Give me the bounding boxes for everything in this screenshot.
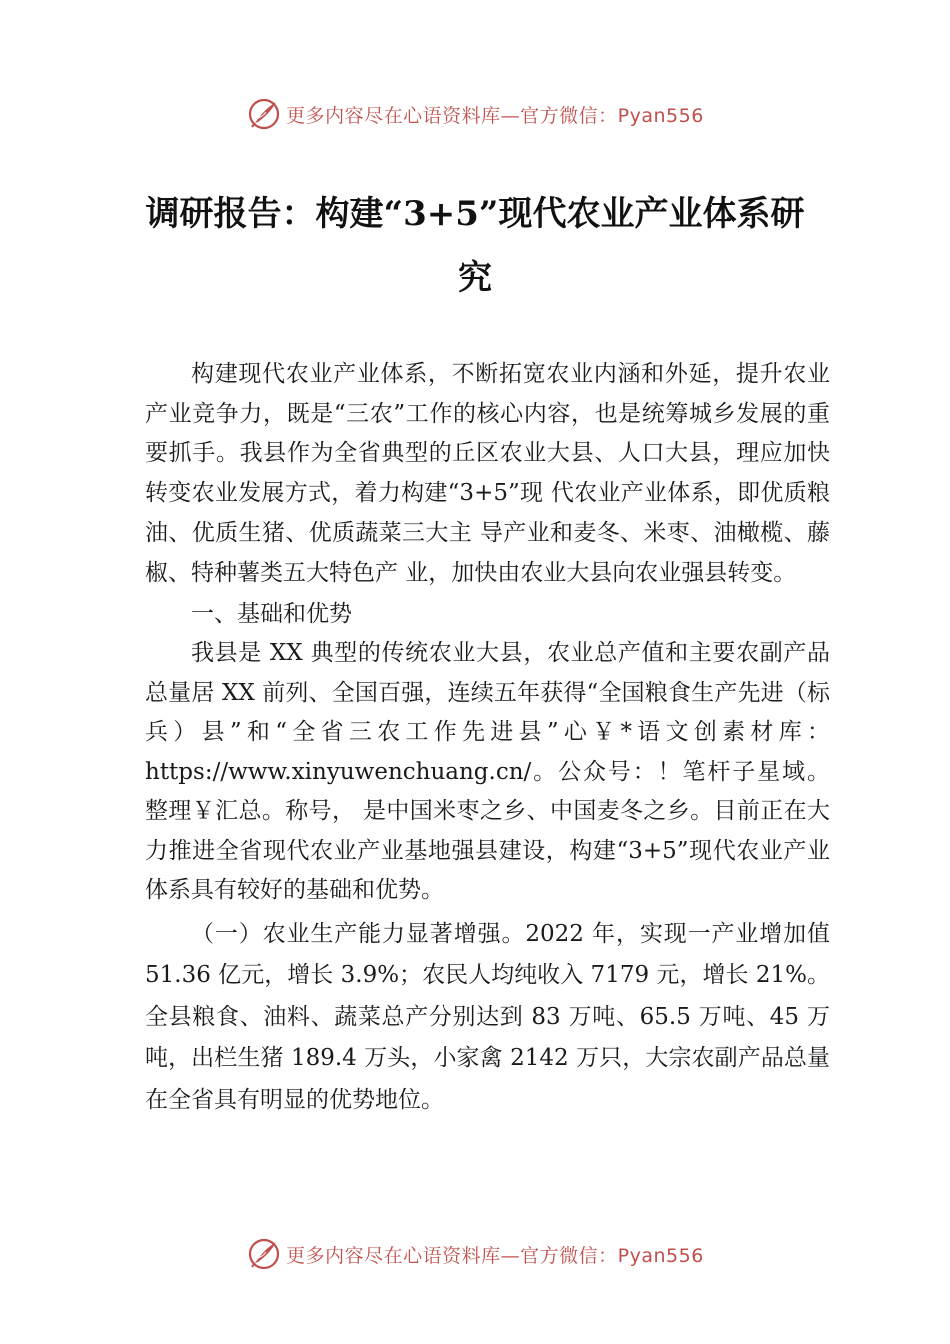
paragraph-capacity: （一）农业生产能力显著增强。2022 年，实现一产业增加值 51.36 亿元，增长 3.9%；农民人均纯收入 7179 元，增长 21%。全县粮食、油料、蔬菜总产分别达到 83 万吨、65.5 万吨、45 万吨，出栏生猪 189.4 万头，小家禽 2142 万只，大宗农副产品总量在全省具有明显的优势地位。 — [145, 920, 830, 1113]
document-body — [145, 355, 830, 1121]
banner-text: 更多内容尽在心语资料库—官方微信：Pyan556 — [286, 104, 704, 127]
wechat-id: Pyan556 — [617, 1244, 704, 1267]
paragraph-basis: 我县是 XX 典型的传统农业大县，农业总产值和主要农副产品总量居 XX 前列、全国百强，连续五年获得“全国粮食生产先进（标兵）县”和“全省三农工作先进县”心￥*语文创素材库：https://www.xinyuwenchuang.cn/。公众号：！笔杆子星域。整理￥汇总。称号， 是中国米枣之乡、中国麦冬之乡。目前正在大力推进全省现代农业产业基地强县建设，构建“3+5”现代农业产业体系具有较好的基础和优势。 — [145, 640, 830, 904]
feather-pen-logo-icon — [246, 96, 282, 132]
banner-text: 更多内容尽在心语资料库—官方微信：Pyan556 — [286, 1244, 704, 1267]
footer-banner — [0, 1232, 950, 1276]
wechat-id: Pyan556 — [617, 104, 704, 127]
section-heading: 一、基础和优势 — [191, 601, 352, 628]
feather-pen-logo-icon — [246, 1236, 282, 1272]
document-title: 调研报告：构建“3+5”现代农业产业体系研究 — [145, 194, 805, 298]
paragraph-intro: 构建现代农业产业体系，不断拓宽农业内涵和外延，提升农业产业竞争力，既是“三农”工作的核心内容，也是统筹城乡发展的重要抓手。我县作为全省典型的丘区农业大县、人口大县，理应加快转变农业发展方式，着力构建“3+5”现 代农业产业体系，即优质粮油、优质生猪、优质蔬菜三大主 导产业和麦冬、米枣、油橄榄、藤椒、特种薯类五大特色产 业，加快由农业大县向农业强县转变。 — [145, 361, 830, 586]
header-banner — [0, 92, 950, 136]
